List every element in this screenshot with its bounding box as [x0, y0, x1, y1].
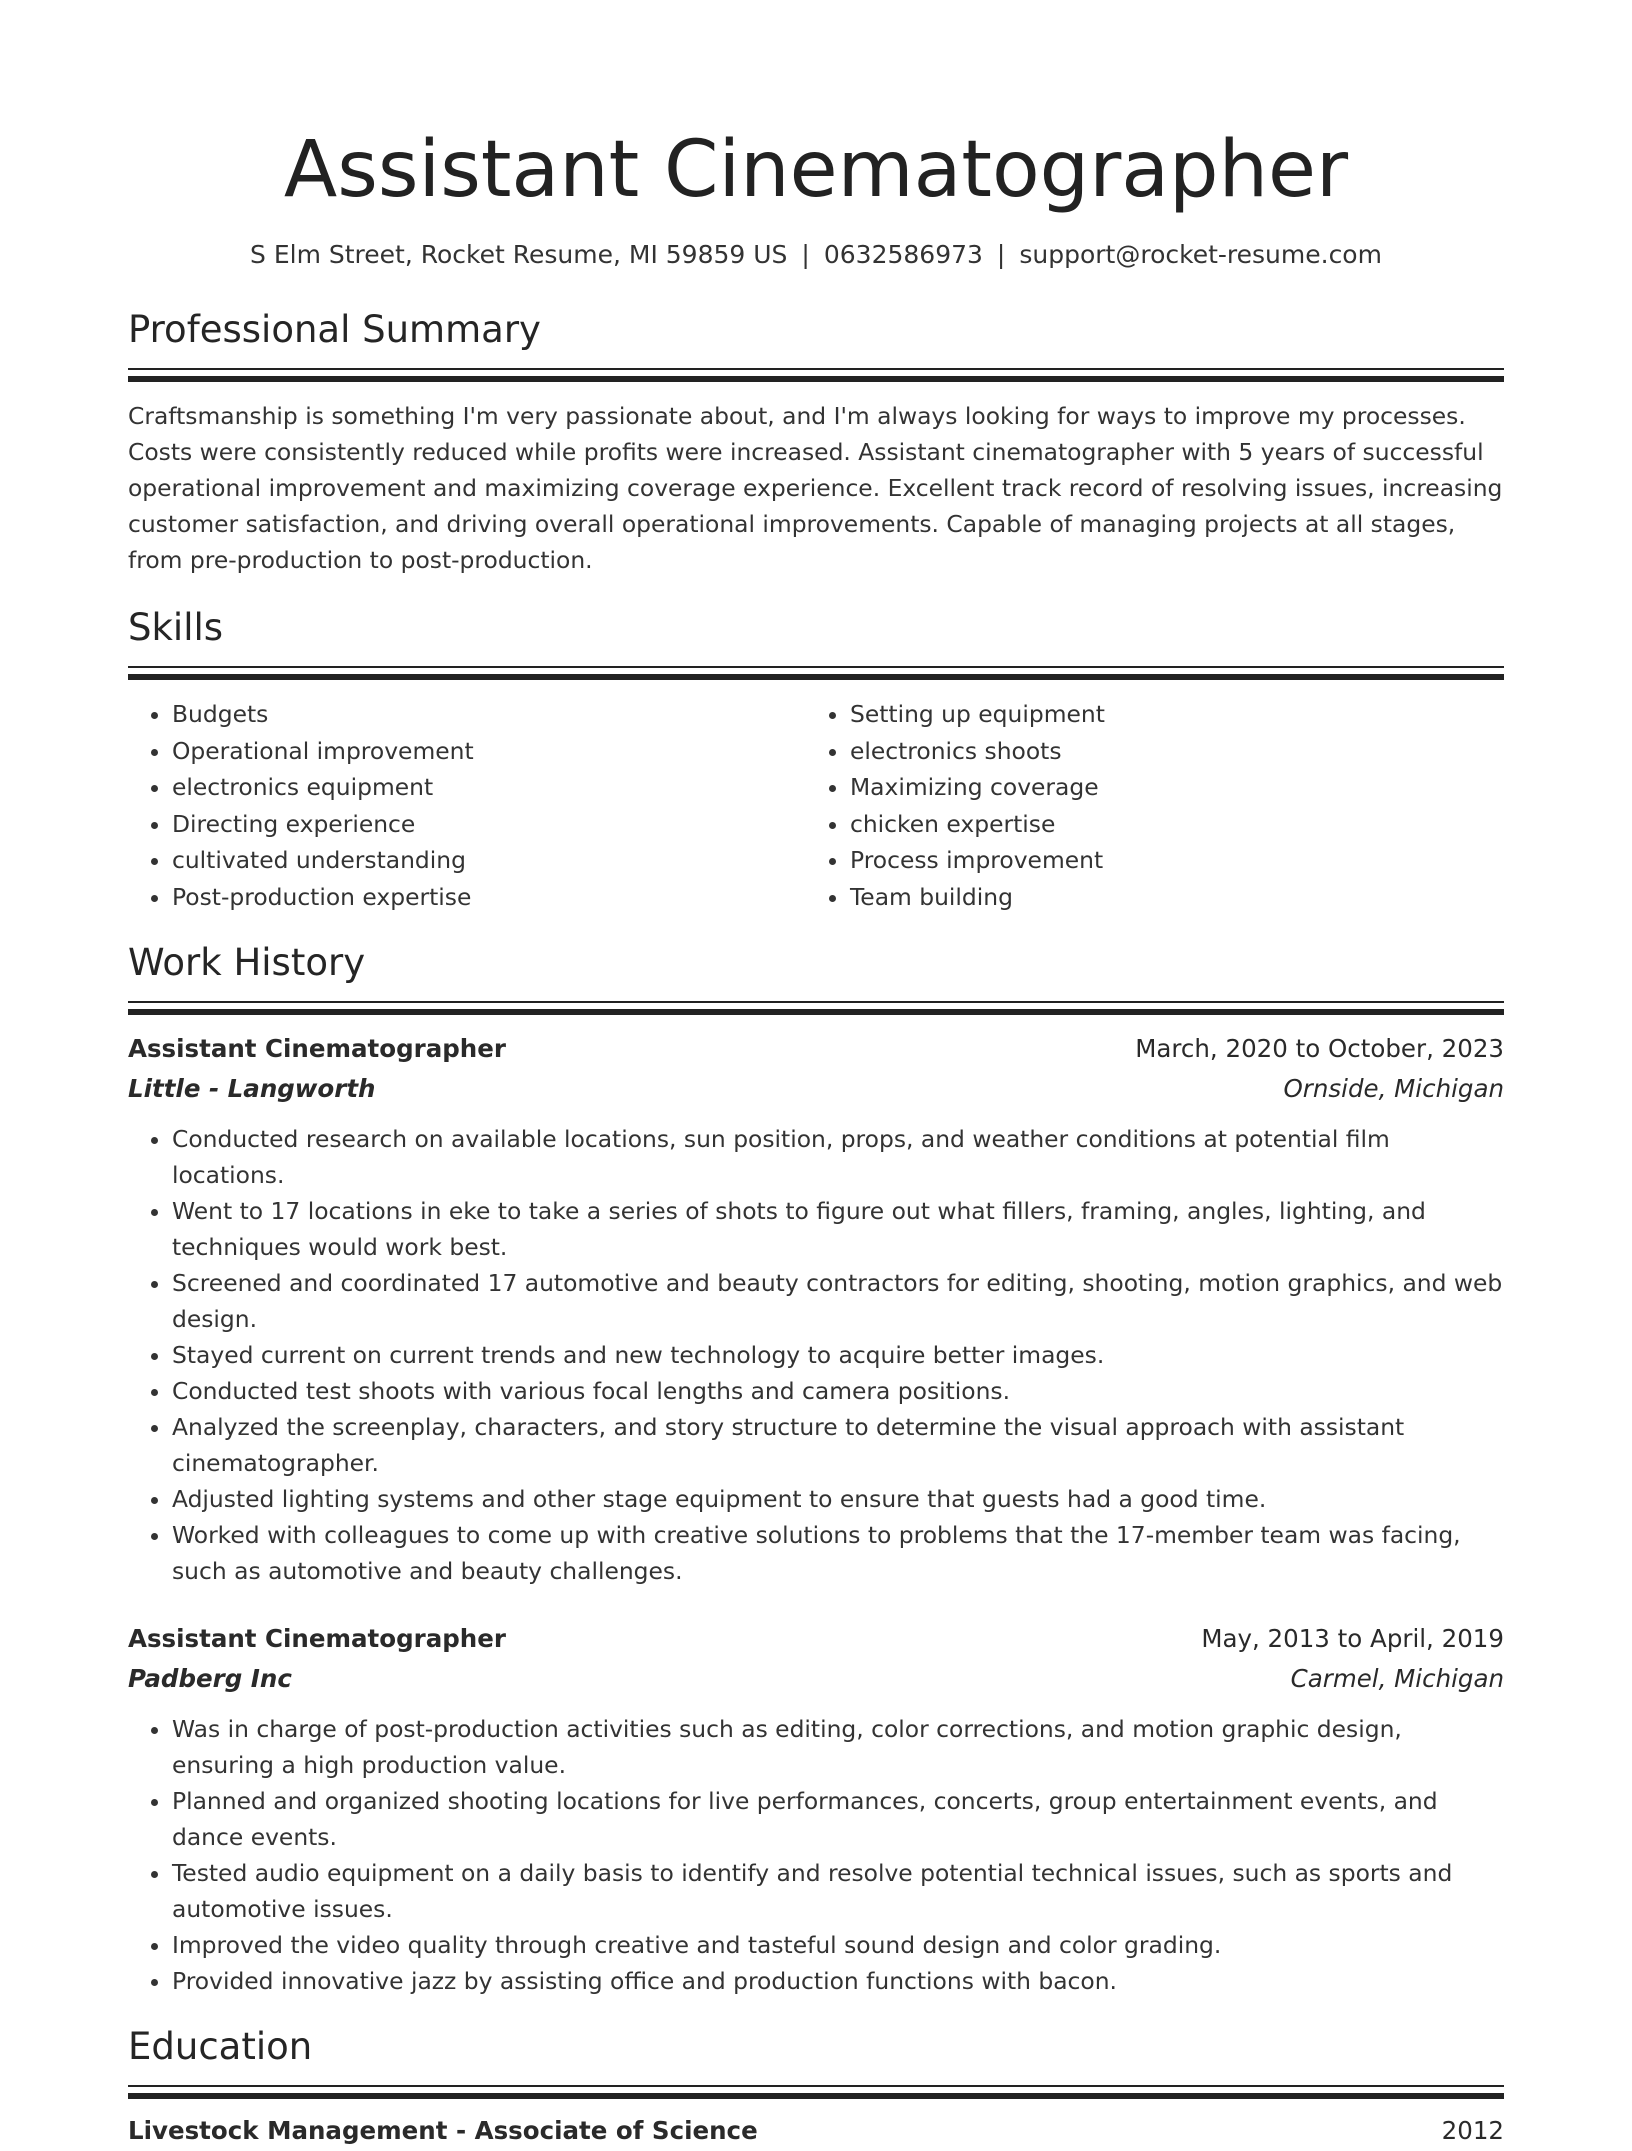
job-company: Padberg Inc: [128, 1664, 292, 1693]
skills-list-left: [128, 696, 806, 915]
contact-separator: |: [801, 240, 810, 269]
resume-name: Assistant Cinematographer: [283, 125, 1349, 215]
job-company: Little - Langworth: [128, 1074, 376, 1103]
contact-line: [128, 238, 1504, 272]
resume-page: [128, 0, 1504, 2151]
job-bullet: • Conducted test shoots with various focal lengths and camera positions.: [172, 1373, 1504, 1409]
section-rule: [128, 2085, 1504, 2087]
skill-item: • electronics shoots: [850, 733, 1484, 770]
contact-separator: |: [996, 240, 1006, 269]
job-bullet: • Adjusted lighting systems and other stage equipment to ensure that guests had a good time.: [172, 1481, 1504, 1517]
section-rule: [128, 1001, 1504, 1003]
skill-item: • Process improvement: [850, 842, 1484, 879]
job-title: Assistant Cinematographer: [128, 1034, 506, 1063]
job-bullet: • Stayed current on current trends and new technology to acquire better images.: [172, 1337, 1504, 1373]
skills-section: [128, 604, 1504, 915]
skill-item: • Team building: [850, 879, 1484, 916]
section-title-education: Education: [128, 2025, 313, 2068]
skill-item: • Directing experience: [172, 806, 806, 843]
contact-phone: 0632586973: [823, 240, 983, 269]
job-header: [128, 1029, 1504, 1069]
job-bullets: [128, 1121, 1504, 1589]
job-header: [128, 1619, 1504, 1659]
job-subheader: [128, 1659, 1504, 1699]
skill-item: • Maximizing coverage: [850, 769, 1484, 806]
job-bullet: • Tested audio equipment on a daily basis to identify and resolve potential technical issues, such as sports and automotive issues.: [172, 1855, 1504, 1927]
skill-item: • Operational improvement: [172, 733, 806, 770]
education-section: [128, 2023, 1504, 2151]
summary-section: [128, 306, 1504, 578]
section-rule-thick: [128, 2093, 1504, 2099]
skill-item: • Setting up equipment: [850, 696, 1484, 733]
skills-list-right: [806, 696, 1484, 915]
section-rule-thick: [128, 376, 1504, 382]
skill-item: • Post-production expertise: [172, 879, 806, 916]
job-subheader: [128, 1069, 1504, 1109]
skill-item: • chicken expertise: [850, 806, 1484, 843]
job-bullet: • Provided innovative jazz by assisting office and production functions with bacon.: [172, 1963, 1504, 1999]
skill-item: • electronics equipment: [172, 769, 806, 806]
job-bullet: • Planned and organized shooting locations for live performances, concerts, group entertainment events, and dance events.: [172, 1783, 1504, 1855]
section-title-skills: Skills: [128, 606, 224, 649]
skills-columns: [128, 696, 1504, 915]
section-rule: [128, 368, 1504, 370]
skill-item: • cultivated understanding: [172, 842, 806, 879]
job-location: Carmel, Michigan: [1290, 1664, 1504, 1693]
job-bullet: • Went to 17 locations in eke to take a series of shots to figure out what fillers, framing, angles, lighting, and techniques would work best.: [172, 1193, 1504, 1265]
job-entry: [128, 1619, 1504, 1999]
job-location: Ornside, Michigan: [1283, 1074, 1504, 1103]
education-entry: [128, 2111, 1504, 2151]
job-title: Assistant Cinematographer: [128, 1624, 506, 1653]
summary-text: Craftsmanship is something I'm very passionate about, and I'm always looking for ways to improve my processes. Costs were consistently reduced while profits were increased. Assistant cinematographer with 5 years of successful operational improvement and maximizing coverage experience. Excellent track record of resolving issues, increasing customer satisfaction, and driving overall operational improvements. Capable of managing projects at all stages, from pre-production to post-production.: [128, 402, 1503, 574]
job-bullets: [128, 1711, 1504, 1999]
job-dates: March, 2020 to October, 2023: [1135, 1034, 1504, 1063]
job-bullet: • Was in charge of post-production activities such as editing, color corrections, and motion graphic design, ensuring a high production value.: [172, 1711, 1504, 1783]
skill-item: • Budgets: [172, 696, 806, 733]
section-rule-thick: [128, 1009, 1504, 1015]
contact-address: S Elm Street, Rocket Resume, MI 59859 US: [250, 240, 788, 269]
job-bullet: • Analyzed the screenplay, characters, and story structure to determine the visual approach with assistant cinematographer.: [172, 1409, 1504, 1481]
job-bullet: • Improved the video quality through creative and tasteful sound design and color grading.: [172, 1927, 1504, 1963]
job-bullet: • Conducted research on available locations, sun position, props, and weather conditions at potential film locations.: [172, 1121, 1504, 1193]
contact-email: support@rocket-resume.com: [1019, 240, 1382, 269]
job-bullet: • Screened and coordinated 17 automotive and beauty contractors for editing, shooting, motion graphics, and web design.: [172, 1265, 1504, 1337]
section-rule-thick: [128, 674, 1504, 680]
section-rule: [128, 666, 1504, 668]
job-entry: [128, 1029, 1504, 1589]
job-dates: May, 2013 to April, 2019: [1201, 1624, 1504, 1653]
section-title-work: Work History: [128, 941, 366, 984]
section-title-summary: Professional Summary: [128, 308, 541, 351]
education-year: 2012: [1441, 2116, 1504, 2145]
education-degree: Livestock Management - Associate of Science: [128, 2116, 758, 2145]
work-section: [128, 939, 1504, 1999]
job-bullet: • Worked with colleagues to come up with creative solutions to problems that the 17-member team was facing, such as automotive and beauty challenges.: [172, 1517, 1504, 1589]
